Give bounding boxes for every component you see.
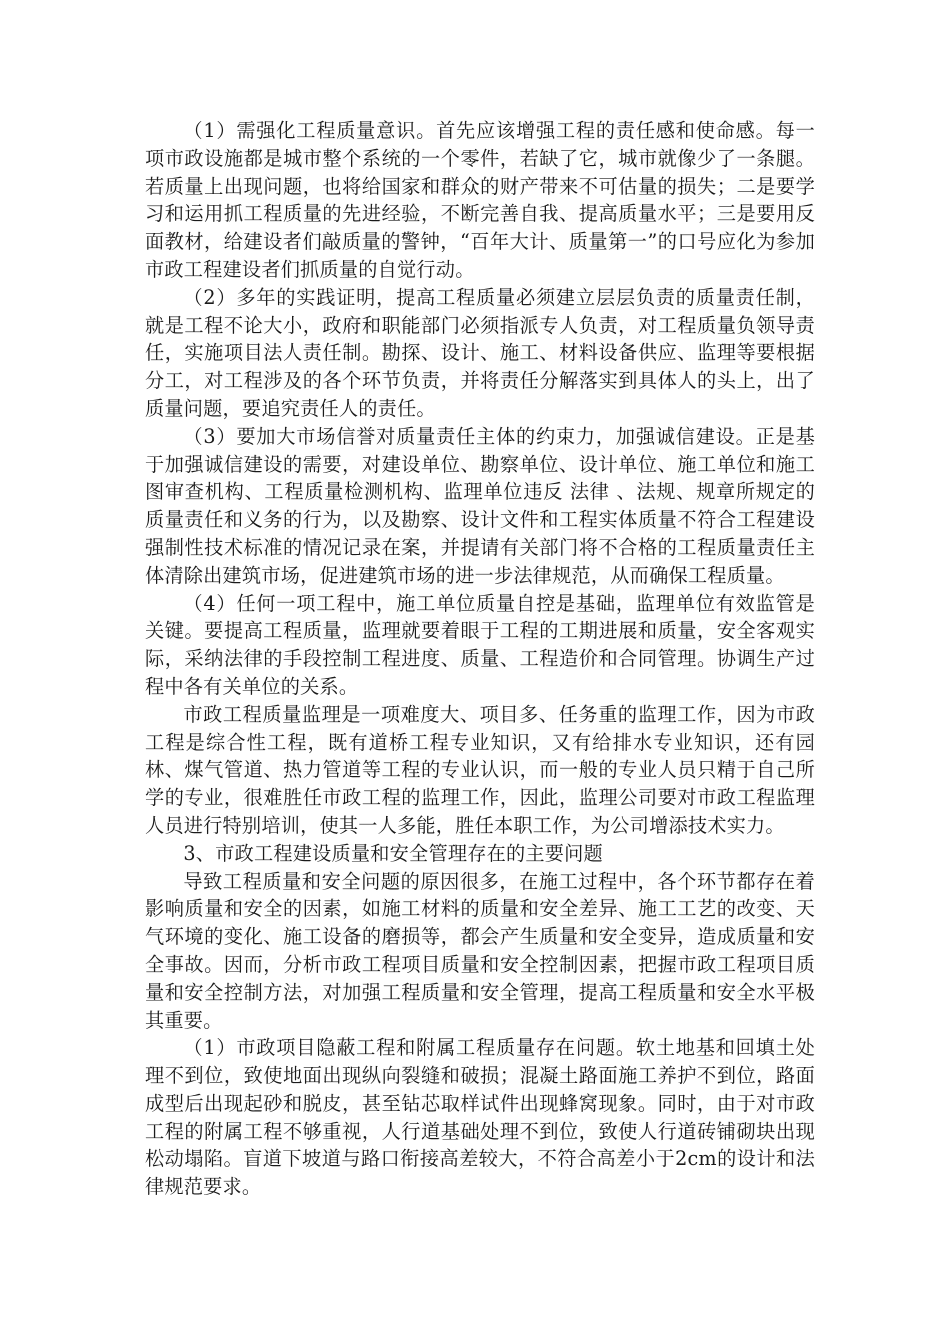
- section-heading-main-problems: 3、市政工程建设质量和安全管理存在的主要问题: [183, 841, 603, 865]
- paragraph-responsibility-system: （2）多年的实践证明，提高工程质量必须建立层层负责的质量责任制，就是工程不论大小，政府和职能部门必须指派专人负责，对工程质量负领导责任，实施项目法人责任制。勘探、设计、施工、材料设备供应、监理等要根据分工，对工程涉及的各个环节负责，并将责任分解落实到具体人的头上，出了质量问题，要追究责任人的责任。: [145, 285, 815, 420]
- paragraph-causes: 导致工程质量和安全问题的原因很多，在施工过程中，各个环节都存在着影响质量和安全的因素，如施工材料的质量和安全差异、施工工艺的改变、天气环境的变化、施工设备的磨损等，都会产生质量和安全变异，造成质量和安全事故。因而，分析市政工程项目质量和安全控制因素，把握市政工程项目质量和安全控制方法，对加强工程质量和安全管理，提高工程质量和安全水平极其重要。: [145, 869, 815, 1032]
- paragraph-hidden-works: （1）市政项目隐蔽工程和附属工程质量存在问题。软土地基和回填土处理不到位，致使地面出现纵向裂缝和破损；混凝土路面施工养护不到位，路面成型后出现起砂和脱皮，甚至钻芯取样试件出现蜂窝现象。同时，由于对市政工程的附属工程不够重视，人行道基础处理不到位，致使人行道砖铺砌块出现松动塌陷。盲道下坡道与路口衔接高差较大，不符合高差小于2cm的设计和法律规范要求。: [145, 1036, 815, 1199]
- document-body: [145, 117, 815, 1201]
- paragraph-supervision: （4）任何一项工程中，施工单位质量自控是基础，监理单位有效监管是关键。要提高工程质量，监理就要着眼于工程的工期进展和质量，安全客观实际，采纳法律的手段控制工程进度、质量、工程造价和合同管理。协调生产过程中各有关单位的关系。: [145, 591, 815, 698]
- paragraph-supervision-training: 市政工程质量监理是一项难度大、项目多、任务重的监理工作，因为市政工程是综合性工程，既有道桥工程专业知识，又有给排水专业知识，还有园林、煤气管道、热力管道等工程的专业认识，而一般的专业人员只精于自己所学的专业，很难胜任市政工程的监理工作，因此，监理公司要对市政工程监理人员进行特别培训，使其一人多能，胜任本职工作，为公司增添技术实力。: [145, 702, 815, 837]
- paragraph-market-credit: （3）要加大市场信誉对质量责任主体的约束力，加强诚信建设。正是基于加强诚信建设的需要，对建设单位、勘察单位、设计单位、施工单位和施工图审查机构、工程质量检测机构、监理单位违反 法律 、法规、规章所规定的质量责任和义务的行为，以及勘察、设计文件和工程实体质量不符合工程建设强制性技术标准的情况记录在案，并提请有关部门将不合格的工程质量责任主体清除出建筑市场，促进建筑市场的进一步法律规范，从而确保工程质量。: [145, 424, 815, 587]
- paragraph-quality-awareness: （1）需强化工程质量意识。首先应该增强工程的责任感和使命感。每一项市政设施都是城市整个系统的一个零件，若缺了它，城市就像少了一条腿。若质量上出现问题，也将给国家和群众的财产带来不可估量的损失；二是要学习和运用抓工程质量的先进经验，不断完善自我、提高质量水平；三是要用反面教材，给建设者们敲质量的警钟，“百年大计、质量第一”的口号应化为参加市政工程建设者们抓质量的自觉行动。: [145, 119, 815, 281]
